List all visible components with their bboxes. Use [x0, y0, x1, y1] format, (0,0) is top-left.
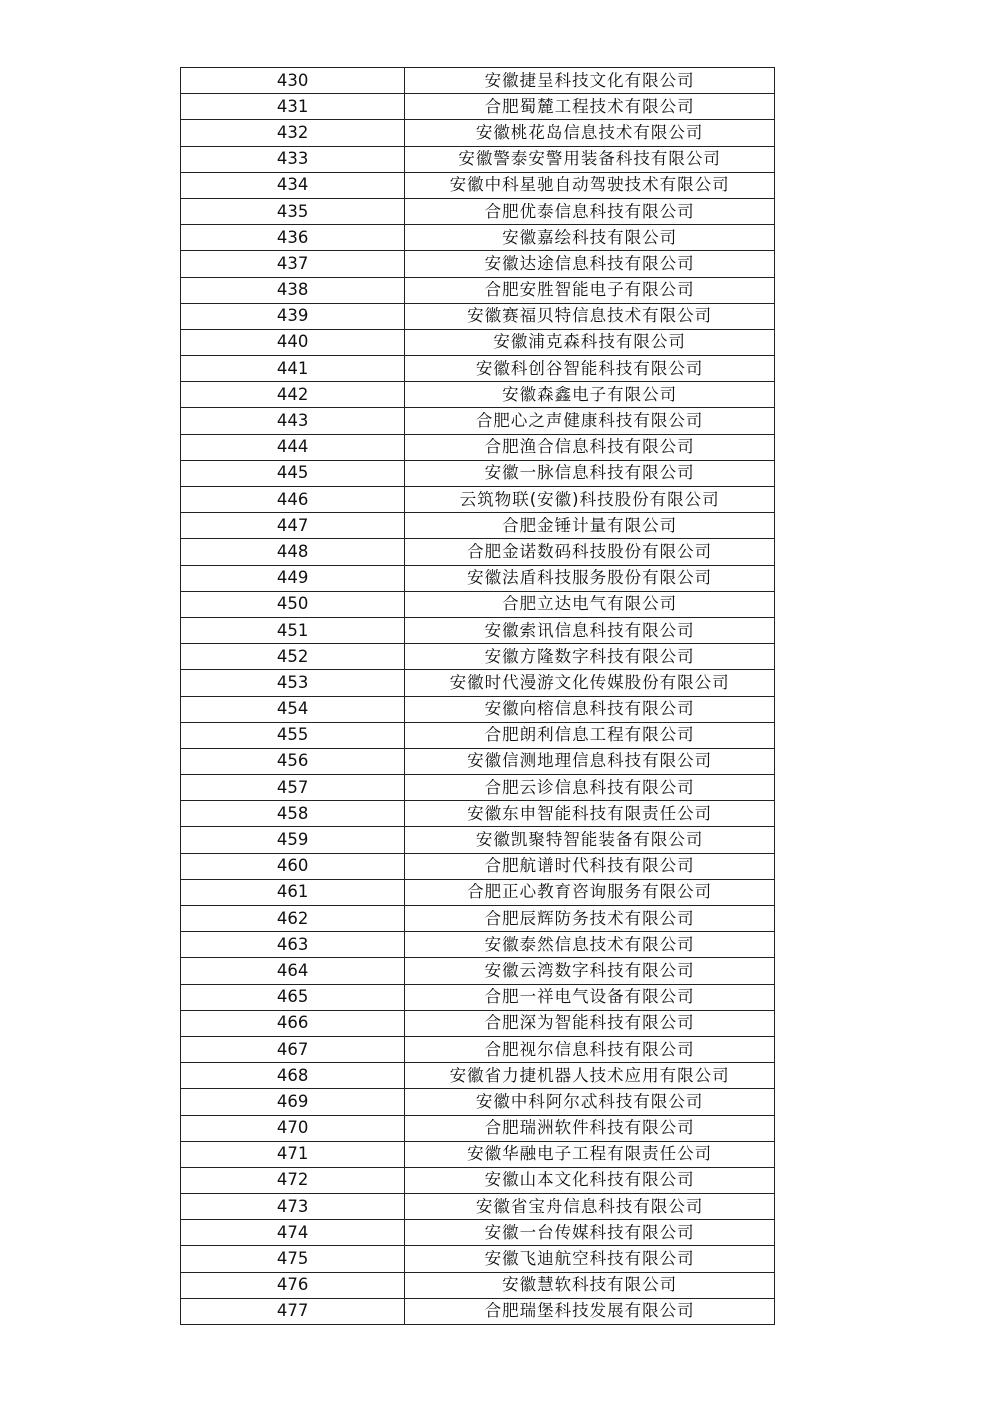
table-row: [181, 225, 775, 251]
company-name-cell: 安徽一台传媒科技有限公司: [405, 1220, 775, 1246]
row-number-cell: 463: [181, 932, 405, 958]
company-name-cell: 安徽华融电子工程有限责任公司: [405, 1141, 775, 1167]
table-row: [181, 68, 775, 94]
company-name-cell: 安徽泰然信息技术有限公司: [405, 932, 775, 958]
row-number-cell: 470: [181, 1115, 405, 1141]
table-row: [181, 251, 775, 277]
row-number-cell: 448: [181, 539, 405, 565]
company-name-cell: 安徽飞迪航空科技有限公司: [405, 1246, 775, 1272]
table-row: [181, 408, 775, 434]
table-row: [181, 1167, 775, 1193]
row-number-cell: 451: [181, 617, 405, 643]
company-name-cell: 安徽中科阿尔忒科技有限公司: [405, 1089, 775, 1115]
company-name-cell: 安徽方隆数字科技有限公司: [405, 644, 775, 670]
row-number-cell: 446: [181, 487, 405, 513]
company-name-cell: 合肥正心教育咨询服务有限公司: [405, 879, 775, 905]
row-number-cell: 461: [181, 879, 405, 905]
table-row: [181, 329, 775, 355]
company-name-cell: 合肥金锤计量有限公司: [405, 513, 775, 539]
table-row: [181, 1298, 775, 1324]
row-number-cell: 434: [181, 172, 405, 198]
table-row: [181, 748, 775, 774]
table-row: [181, 722, 775, 748]
table-row: [181, 1220, 775, 1246]
company-name-cell: 安徽向榕信息科技有限公司: [405, 696, 775, 722]
company-name-cell: 云筑物联(安徽)科技股份有限公司: [405, 487, 775, 513]
row-number-cell: 477: [181, 1298, 405, 1324]
company-name-cell: 安徽一脉信息科技有限公司: [405, 460, 775, 486]
row-number-cell: 474: [181, 1220, 405, 1246]
row-number-cell: 468: [181, 1063, 405, 1089]
row-number-cell: 440: [181, 329, 405, 355]
table-row: [181, 827, 775, 853]
table-row: [181, 775, 775, 801]
row-number-cell: 433: [181, 146, 405, 172]
company-name-cell: 安徽警泰安警用装备科技有限公司: [405, 146, 775, 172]
table-row: [181, 1063, 775, 1089]
company-name-cell: 安徽东申智能科技有限责任公司: [405, 801, 775, 827]
company-name-cell: 安徽慧软科技有限公司: [405, 1272, 775, 1298]
row-number-cell: 454: [181, 696, 405, 722]
row-number-cell: 436: [181, 225, 405, 251]
company-name-cell: 安徽法盾科技服务股份有限公司: [405, 565, 775, 591]
row-number-cell: 442: [181, 382, 405, 408]
company-name-cell: 安徽浦克森科技有限公司: [405, 329, 775, 355]
row-number-cell: 449: [181, 565, 405, 591]
company-name-cell: 合肥渔合信息科技有限公司: [405, 434, 775, 460]
company-name-cell: 安徽森鑫电子有限公司: [405, 382, 775, 408]
row-number-cell: 430: [181, 68, 405, 94]
table-row: [181, 644, 775, 670]
table-row: [181, 198, 775, 224]
row-number-cell: 466: [181, 1010, 405, 1036]
company-name-cell: 合肥视尔信息科技有限公司: [405, 1036, 775, 1062]
row-number-cell: 437: [181, 251, 405, 277]
company-name-cell: 安徽嘉绘科技有限公司: [405, 225, 775, 251]
table-row: [181, 1089, 775, 1115]
table-row: [181, 696, 775, 722]
table-row: [181, 94, 775, 120]
table-row: [181, 565, 775, 591]
row-number-cell: 476: [181, 1272, 405, 1298]
row-number-cell: 453: [181, 670, 405, 696]
table-row: [181, 879, 775, 905]
table-row: [181, 172, 775, 198]
row-number-cell: 447: [181, 513, 405, 539]
table-row: [181, 906, 775, 932]
table-body: [181, 68, 775, 1325]
row-number-cell: 472: [181, 1167, 405, 1193]
table-row: [181, 1272, 775, 1298]
company-name-cell: 安徽省宝舟信息科技有限公司: [405, 1194, 775, 1220]
company-name-cell: 安徽索讯信息科技有限公司: [405, 617, 775, 643]
company-name-cell: 合肥瑞堡科技发展有限公司: [405, 1298, 775, 1324]
company-name-cell: 安徽时代漫游文化传媒股份有限公司: [405, 670, 775, 696]
table-row: [181, 932, 775, 958]
table-row: [181, 1036, 775, 1062]
company-name-cell: 安徽达途信息科技有限公司: [405, 251, 775, 277]
table-row: [181, 801, 775, 827]
company-list-table: [180, 67, 775, 1325]
table-row: [181, 617, 775, 643]
table-row: [181, 539, 775, 565]
company-name-cell: 合肥蜀麓工程技术有限公司: [405, 94, 775, 120]
row-number-cell: 458: [181, 801, 405, 827]
company-name-cell: 安徽信测地理信息科技有限公司: [405, 748, 775, 774]
row-number-cell: 464: [181, 958, 405, 984]
table-row: [181, 670, 775, 696]
table-row: [181, 487, 775, 513]
table-row: [181, 356, 775, 382]
row-number-cell: 475: [181, 1246, 405, 1272]
company-name-cell: 合肥金诺数码科技股份有限公司: [405, 539, 775, 565]
company-name-cell: 安徽捷呈科技文化有限公司: [405, 68, 775, 94]
company-name-cell: 合肥辰辉防务技术有限公司: [405, 906, 775, 932]
table-row: [181, 382, 775, 408]
table-row: [181, 460, 775, 486]
table-row: [181, 277, 775, 303]
row-number-cell: 455: [181, 722, 405, 748]
company-name-cell: 合肥航谱时代科技有限公司: [405, 853, 775, 879]
row-number-cell: 439: [181, 303, 405, 329]
row-number-cell: 465: [181, 984, 405, 1010]
row-number-cell: 460: [181, 853, 405, 879]
row-number-cell: 471: [181, 1141, 405, 1167]
company-name-cell: 合肥深为智能科技有限公司: [405, 1010, 775, 1036]
table-row: [181, 146, 775, 172]
table-row: [181, 120, 775, 146]
table-row: [181, 1194, 775, 1220]
row-number-cell: 457: [181, 775, 405, 801]
table-row: [181, 958, 775, 984]
row-number-cell: 435: [181, 198, 405, 224]
row-number-cell: 452: [181, 644, 405, 670]
company-name-cell: 合肥一祥电气设备有限公司: [405, 984, 775, 1010]
row-number-cell: 450: [181, 591, 405, 617]
row-number-cell: 443: [181, 408, 405, 434]
row-number-cell: 469: [181, 1089, 405, 1115]
row-number-cell: 459: [181, 827, 405, 853]
row-number-cell: 438: [181, 277, 405, 303]
company-name-cell: 安徽云湾数字科技有限公司: [405, 958, 775, 984]
table-row: [181, 434, 775, 460]
row-number-cell: 445: [181, 460, 405, 486]
row-number-cell: 456: [181, 748, 405, 774]
table-row: [181, 303, 775, 329]
row-number-cell: 467: [181, 1036, 405, 1062]
company-name-cell: 合肥优泰信息科技有限公司: [405, 198, 775, 224]
company-name-cell: 安徽凯聚特智能装备有限公司: [405, 827, 775, 853]
company-name-cell: 安徽省力捷机器人技术应用有限公司: [405, 1063, 775, 1089]
table-row: [181, 1115, 775, 1141]
table-row: [181, 1141, 775, 1167]
row-number-cell: 462: [181, 906, 405, 932]
row-number-cell: 441: [181, 356, 405, 382]
table-row: [181, 513, 775, 539]
row-number-cell: 432: [181, 120, 405, 146]
row-number-cell: 431: [181, 94, 405, 120]
company-name-cell: 合肥立达电气有限公司: [405, 591, 775, 617]
company-name-cell: 合肥朗利信息工程有限公司: [405, 722, 775, 748]
table-row: [181, 853, 775, 879]
company-name-cell: 合肥云诊信息科技有限公司: [405, 775, 775, 801]
company-name-cell: 安徽赛福贝特信息技术有限公司: [405, 303, 775, 329]
company-name-cell: 安徽桃花岛信息技术有限公司: [405, 120, 775, 146]
row-number-cell: 444: [181, 434, 405, 460]
company-name-cell: 合肥安胜智能电子有限公司: [405, 277, 775, 303]
company-name-cell: 安徽山本文化科技有限公司: [405, 1167, 775, 1193]
company-name-cell: 安徽科创谷智能科技有限公司: [405, 356, 775, 382]
table-row: [181, 591, 775, 617]
table-row: [181, 1246, 775, 1272]
row-number-cell: 473: [181, 1194, 405, 1220]
company-name-cell: 合肥瑞洲软件科技有限公司: [405, 1115, 775, 1141]
company-name-cell: 合肥心之声健康科技有限公司: [405, 408, 775, 434]
table-row: [181, 1010, 775, 1036]
table-row: [181, 984, 775, 1010]
company-name-cell: 安徽中科星驰自动驾驶技术有限公司: [405, 172, 775, 198]
